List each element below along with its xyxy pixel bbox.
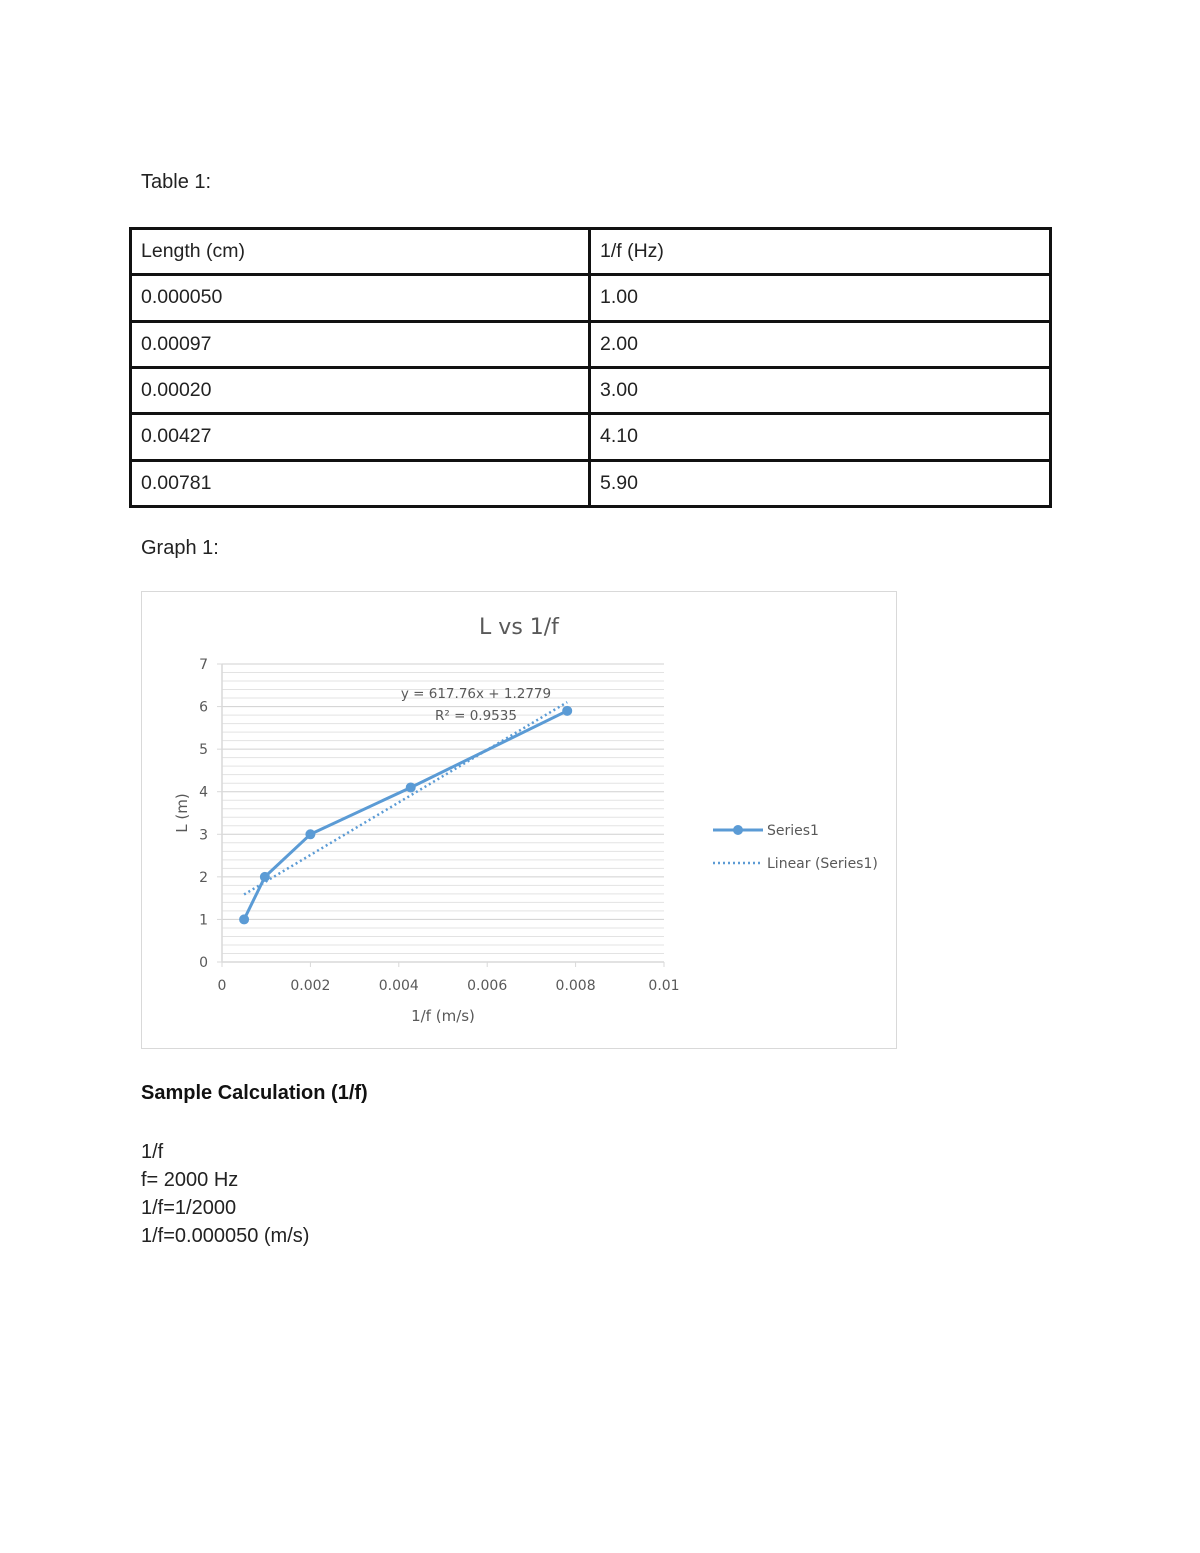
y-tick-label: 7 [199, 657, 208, 673]
cell-length: 0.00097 [131, 321, 590, 367]
series-line [244, 711, 567, 920]
data-point [260, 872, 270, 882]
trendline-equation: y = 617.76x + 1.2779 [400, 686, 552, 702]
cell-length: 0.000050 [131, 275, 590, 321]
header-length: Length (cm) [131, 229, 590, 275]
x-tick-label: 0.01 [648, 978, 680, 994]
legend-series-marker [733, 825, 743, 835]
calculation-line: 1/f=1/2000 [141, 1197, 237, 1219]
header-inverse-frequency: 1/f (Hz) [590, 229, 1051, 275]
cell-inverse-frequency: 2.00 [590, 321, 1051, 367]
table-row [131, 367, 1051, 413]
y-tick-label: 1 [199, 912, 208, 929]
cell-inverse-frequency: 5.90 [590, 460, 1051, 506]
cell-inverse-frequency: 3.00 [590, 367, 1051, 413]
table-row [131, 321, 1051, 367]
y-tick-label: 0 [199, 955, 208, 971]
calculation-line: f= 2000 Hz [141, 1169, 239, 1191]
cell-length: 0.00781 [131, 460, 590, 506]
data-point [406, 782, 416, 792]
chart-container [141, 591, 897, 1049]
trendline-r-squared: R² = 0.9535 [435, 708, 517, 724]
y-tick-label: 4 [199, 784, 208, 801]
line-chart [142, 592, 898, 1050]
y-tick-label: 5 [199, 742, 208, 759]
table-row [131, 414, 1051, 460]
table-header-row [131, 229, 1051, 275]
table-label: Table 1: [141, 171, 212, 193]
x-tick-label: 0.002 [290, 978, 331, 994]
table-row [131, 460, 1051, 506]
legend-series-label: Series1 [767, 823, 819, 839]
x-tick-label: 0.008 [555, 978, 596, 994]
graph-label: Graph 1: [141, 537, 219, 559]
x-axis-label: 1/f (m/s) [411, 1007, 475, 1025]
y-tick-label: 2 [199, 869, 208, 886]
y-tick-label: 6 [199, 699, 208, 716]
table-row [131, 275, 1051, 321]
x-tick-label: 0.006 [467, 978, 508, 994]
data-point [562, 706, 572, 716]
cell-length: 0.00020 [131, 367, 590, 413]
data-table [129, 227, 1052, 508]
data-point [239, 914, 249, 924]
y-tick-label: 3 [199, 827, 208, 844]
y-axis-label: L (m) [173, 793, 191, 833]
calculation-line: 1/f [141, 1141, 164, 1163]
trendline [244, 702, 567, 894]
data-point [305, 829, 315, 839]
x-tick-label: 0 [217, 978, 227, 994]
cell-length: 0.00427 [131, 414, 590, 460]
cell-inverse-frequency: 1.00 [590, 275, 1051, 321]
chart-title: L vs 1/f [479, 615, 559, 640]
legend-trendline-label: Linear (Series1) [767, 856, 878, 872]
calculation-heading: Sample Calculation (1/f) [141, 1082, 368, 1104]
calculation-line: 1/f=0.000050 (m/s) [141, 1225, 310, 1247]
x-tick-label: 0.004 [378, 978, 419, 994]
cell-inverse-frequency: 4.10 [590, 414, 1051, 460]
